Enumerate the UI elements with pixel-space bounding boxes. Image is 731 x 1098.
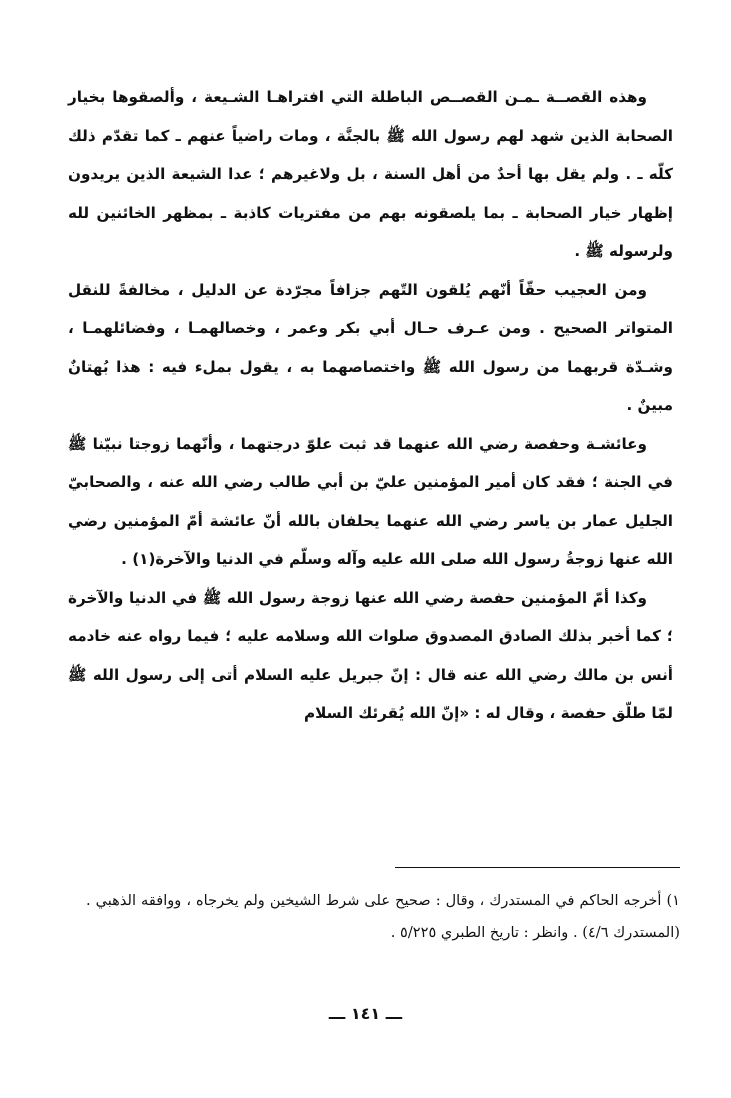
footnote: ١) أخرجه الحاكم في المستدرك ، وقال : صحيح على شرط الشيخين ولم يخرجاه ، ووافقه الذهبي . (المستدرك ٤/٦) . وانظر : تاريخ الطبري ٥/٢٢٥ .: [86, 892, 680, 941]
footnotes: [86, 885, 680, 949]
paragraph: ومن العجيب حقّاً أنّهم يُلقون التّهم جزافاً مجرّدة عن الدليل ، مخالفةً للنقل المتواتر الصحيح . ومن عـرف حـال أبي بكر وعمر ، وخصالهمـا ، وفضائلهمـا ، وشـدّة قربهما من رسول الله ﷺ واختصاصهما به ، يقول بملء فيه : هذا بُهتانٌ مبينٌ .: [68, 280, 673, 414]
paragraph: وهذه القصــة ـمـن القصــص الباطلة التي افتراهـا الشـيعة ، وألصقوها بخيار الصحابة الذين شهد لهم رسول الله ﷺ بالجنَّة ، ومات راضياً عنهم ـ كما تقدّم ذلك كلّه ـ . ولم يقل بها أحدٌ من أهل السنة ، بل ولاغيرهم ؛ عدا الشيعة الذين يريدون إظهار خيار الصحابة ـ بما يلصقونه بهم من مفتريات كاذبة ـ بمظهر الخائنين لله ولرسوله ﷺ .: [68, 88, 673, 260]
footnote-divider: [395, 867, 680, 868]
page-number: ـــ ١٤١ ـــ: [328, 1004, 403, 1023]
paragraph: وكذا أمّ المؤمنين حفصة رضي الله عنها زوجة رسول الله ﷺ في الدنيا والآخرة ؛ كما أخبر بذلك الصادق المصدوق صلوات الله وسلامه عليه ؛ فيما رواه عنه خادمه أنس بن مالك رضي الله عنه قال : إنّ جبريل عليه السلام أتى إلى رسول الله ﷺ لمّا طلّق حفصة ، وقال له : «إنّ الله يُقرئك السلام: [68, 588, 673, 722]
paragraph: وعائشـة وحفصة رضي الله عنهما قد ثبت علوّ درجتهما ، وأنّهما زوجتا نبيّنا ﷺ في الجنة ؛ فقد كان أمير المؤمنين عليّ بن أبي طالب رضي الله عنه ، والصحابيّ الجليل عمار بن ياسر رضي الله عنهما يحلفان بالله أنّ عائشة أمّ المؤمنين رضي الله عنها زوجةُ رسول الله صلى الله عليه وآله وسلّم في الدنيا والآخرة(١) .: [68, 434, 673, 568]
main-text: [68, 78, 673, 733]
